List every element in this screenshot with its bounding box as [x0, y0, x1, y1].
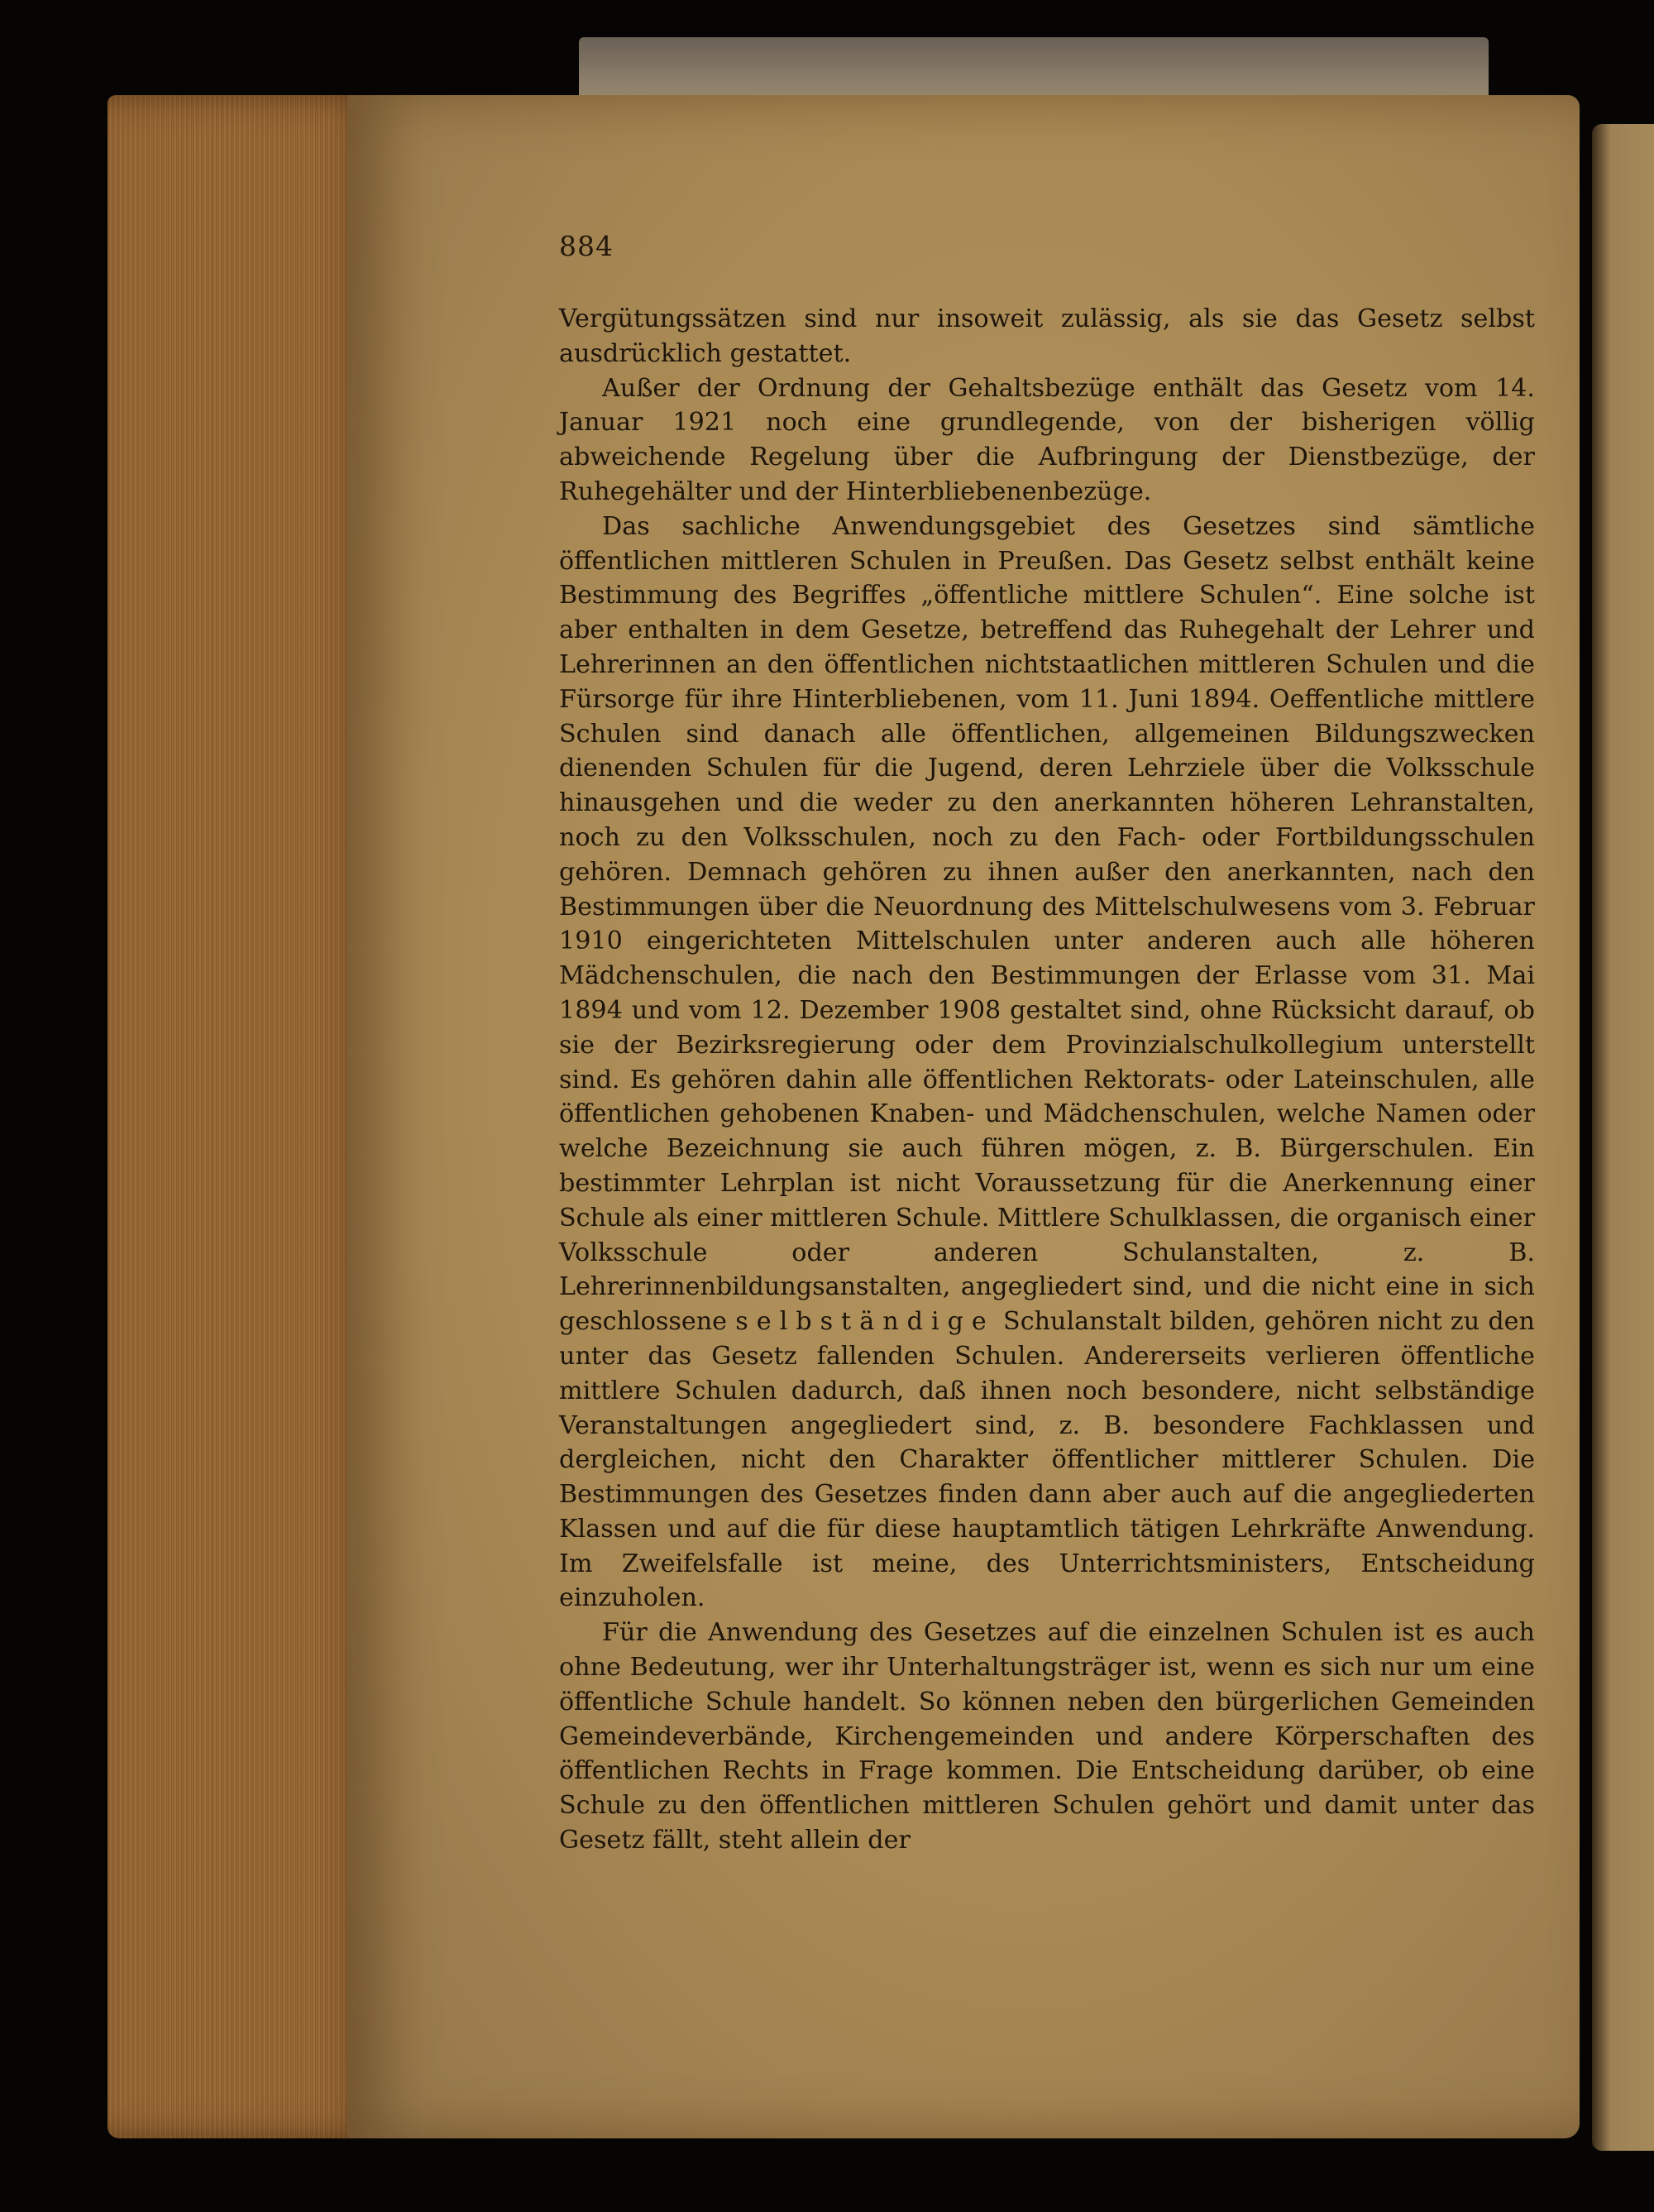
- facing-page-edge: [1592, 124, 1654, 2151]
- paragraph: [559, 510, 1535, 1616]
- paragraph: [559, 371, 1535, 510]
- emphasized-text: selbständige: [735, 1307, 995, 1337]
- paragraph: [559, 1616, 1535, 1858]
- paragraph-text: Für die Anwendung des Gesetzes auf die einzelnen Schulen ist es auch ohne Bedeutung, wer ihr Unterhaltungsträger ist, wenn es sich nur um eine öffentliche Schule handelt. So können neben den bürgerlichen Gemeinden Gemeindeverbände, Kirchengemeinden und andere Körperschaften des öffentlichen Rechts in Frage kommen. Die Entscheidung darüber, ob eine Schule zu den öffentlichen mittleren Schulen gehört und damit unter das Gesetz fällt, steht allein der: [559, 1618, 1535, 1855]
- paragraph-text: Das sachliche Anwendungsgebiet des Gesetzes sind sämtliche öffentlichen mittleren Schulen in Preußen. Das Gesetz selbst enthält keine Bestimmung des Begriffes „öffentliche mittlere Schulen“. Eine solche ist aber enthalten in dem Gesetze, betreffend das Ruhegehalt der Lehrer und Lehrerinnen an den öffentlichen nichtstaatlichen mittleren Schulen und die Fürsorge für ihre Hinterbliebenen, vom 11. Juni 1894. Oeffentliche mittlere Schulen sind danach alle öffentlichen, allgemeinen Bildungszwecken dienenden Schulen für die Jugend, deren Lehrziele über die Volksschule hinausgehen und die weder zu den anerkannten höheren Lehranstalten, noch zu den Volksschulen, noch zu den Fach- oder Fortbildungsschulen gehören. Demnach gehören zu ihnen außer den anerkannten, nach den Bestimmungen über die Neuordnung des Mittelschulwesens vom 3. Februar 1910 eingerichteten Mittelschulen unter anderen auch alle höheren Mädchenschulen, die nach den Bestimmungen der Erlasse vom 31. Mai 1894 und vom 12. Dezember 1908 gestaltet sind, ohne Rücksicht darauf, ob sie der Bezirksregierung oder dem Provinzialschulkollegium unterstellt sind. Es gehören dahin alle öffentlichen Rektorats- oder Lateinschulen, alle öffentlichen gehobenen Knaben- und Mädchenschulen, welche Namen oder welche Bezeichnung sie auch führen mögen, z. B. Bürgerschulen. Ein bestimmter Lehrplan ist nicht Voraussetzung für die Anerkennung einer Schule als einer mittleren Schule. Mittlere Schulklassen, die organisch einer Volksschule oder anderen Schulanstalten, z. B. Lehrerinnenbildungsanstalten, angegliedert sind, und die nicht eine in sich geschlossene: [559, 511, 1535, 1337]
- paragraph-text: Außer der Ordnung der Gehaltsbezüge enthält das Gesetz vom 14. Januar 1921 noch eine grundlegende, von der bisherigen völlig abweichende Regelung über die Aufbringung der Dienstbezüge, der Ruhegehälter und der Hinterbliebenenbezüge.: [559, 373, 1535, 506]
- paragraph: [559, 302, 1535, 371]
- page-number: 884: [559, 230, 614, 262]
- page-edges-side: [108, 95, 380, 2138]
- paragraph-text: Schulanstalt bilden, gehören nicht zu den unter das Gesetz fallenden Schulen. Andererseits verlieren öffentliche mittlere Schulen dadurch, daß ihnen noch besondere, nicht selbständige Veranstaltungen angegliedert sind, z. B. besondere Fachklassen und dergleichen, nicht den Charakter öffentlicher mittlerer Schulen. Die Bestimmungen des Gesetzes finden dann aber auch auf die angegliederten Klassen und auf die für diese hauptamtlich tätigen Lehrkräfte Anwendung. Im Zweifelsfalle ist meine, des Unterrichtsministers, Entscheidung einzuholen.: [559, 1307, 1535, 1613]
- paragraph-text: Vergütungssätzen sind nur insoweit zulässig, als sie das Gesetz selbst ausdrücklich gestattet.: [559, 304, 1535, 368]
- body-text: [559, 302, 1535, 1858]
